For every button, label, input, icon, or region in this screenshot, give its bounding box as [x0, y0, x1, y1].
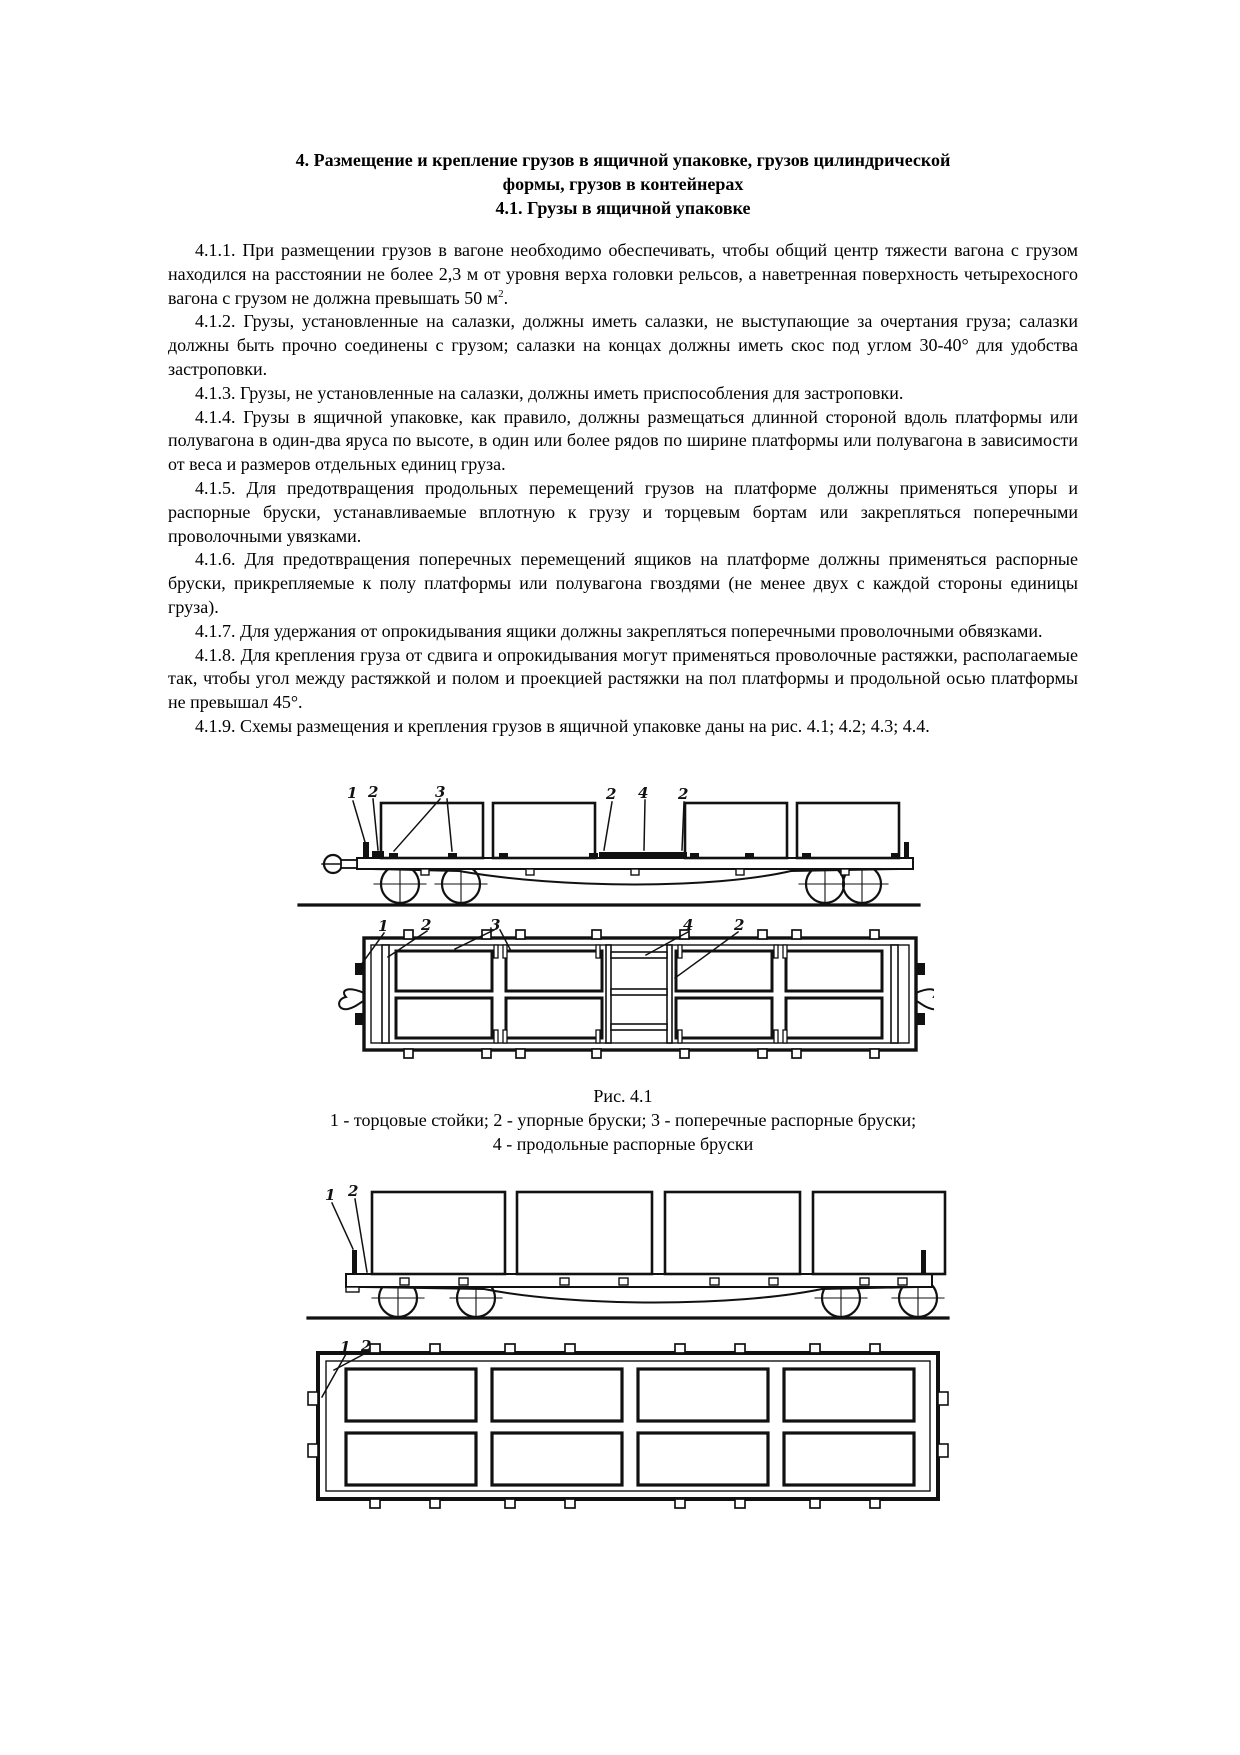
longitudinal-spacers [606, 945, 672, 1043]
heading-line-2: формы, грузов в контейнерах [502, 174, 744, 194]
underframe-curve [364, 1287, 916, 1303]
flatcar-deck [357, 858, 913, 869]
coupler-hook-right [916, 989, 934, 1009]
coupler-hook-left [339, 989, 364, 1009]
label-2: 2 [361, 1339, 372, 1355]
paragraph-4-1-3: 4.1.3. Грузы, не установленные на салазки, должны иметь приспособления для застроповки. [195, 382, 904, 403]
label-3: 3 [435, 784, 446, 801]
figure-number-labels [378, 918, 744, 935]
label-2c: 2 [678, 784, 689, 803]
cargo-boxes-plan [346, 1369, 914, 1485]
paragraph-4-1-6: 4.1.6. Для предотвращения поперечных перемещений ящиков на платформе должны применяться распорные бруски, прикрепляемые к полу платформы или полувагона гвоздями (не менее двух с каждой стороны единицы груза). [168, 549, 1078, 617]
flatcar-deck [346, 1274, 932, 1287]
label-1: 1 [378, 917, 389, 935]
label-2: 2 [421, 917, 432, 934]
figure-4-1-legend-2: 4 - продольные распорные бруски [492, 1133, 754, 1154]
figure-2-side-view-flatcar-drawing [270, 1182, 950, 1332]
figure-2-top-view-flatcar-drawing [300, 1340, 960, 1510]
label-2: 2 [348, 1181, 359, 1200]
cargo-boxes [372, 1192, 945, 1274]
label-2: 2 [368, 784, 379, 801]
figure-number-labels [325, 1182, 358, 1204]
end-bar-left [382, 945, 389, 1043]
paragraph-4-1-7: 4.1.7. Для удержания от опрокидывания ящики должны закрепляться поперечными проволочными обвязками. [195, 620, 1043, 641]
paragraph-4-1-1-text: 4.1.1. При размещении грузов в вагоне необходимо обеспечивать, чтобы общий центр тяжести вагона с грузом находился на расстоянии не более 2,3 м от уровня верха головки рельсов, а наветренная поверхность четырехосного вагона с грузом не должна превышать 50 м [168, 240, 1078, 308]
figures-area [168, 785, 1078, 1510]
paragraph-4-1-1 [168, 239, 1078, 310]
label-4: 4 [638, 784, 649, 802]
label-3: 3 [490, 917, 501, 934]
figure-4-1-side-view-flatcar-drawing [293, 785, 923, 913]
figure-4-1-legend-1: 1 - торцовые стойки; 2 - упорные бруски; 3 - поперечные распорные бруски; [329, 1109, 917, 1130]
deck-left-step [346, 1287, 359, 1292]
label-2b: 2 [606, 784, 617, 803]
coupler-left [322, 855, 357, 873]
superscript-2: 2 [498, 287, 504, 300]
section-heading [168, 148, 1078, 220]
paragraph-4-1-4: 4.1.4. Грузы в ящичной упаковке, как правило, должны размещаться длинной стороной вдоль платформы или полувагона в один-два яруса по высоте, в один или более рядов по ширине платформы или полувагона в зависимости от веса и размеров отдельных единиц груза. [168, 406, 1078, 475]
paragraph-4-1-8: 4.1.8. Для крепления груза от сдвига и опрокидывания могут применяться проволочные растяжки, располагаемые так, чтобы угол между растяжкой и полом и проекцией растяжки на пол платформы и продольной осью платформы не превышал 45°. [168, 644, 1078, 713]
end-bar-right [891, 945, 898, 1043]
heading-line-3: 4.1. Грузы в ящичной упаковке [495, 198, 751, 218]
paragraph-4-1-9: 4.1.9. Схемы размещения и крепления грузов в ящичной упаковке даны на рис. 4.1; 4.2; 4.3; 4.4. [195, 715, 930, 736]
paragraph-4-1-1-tail: . [503, 287, 509, 308]
leader-lines [332, 1199, 367, 1272]
figure-4-1-title: Рис. 4.1 [593, 1085, 653, 1106]
paragraph-4-1-2: 4.1.2. Грузы, установленные на салазки, должны иметь салазки, не выступающие за очертания груза; салазки должны быть прочно соединены с грузом; салазки на концах должны иметь скос под углом 30-40° для удобства застроповки. [168, 311, 1078, 379]
label-1: 1 [347, 784, 358, 802]
figure-4-1-caption [168, 1084, 1078, 1156]
cargo-boxes [381, 803, 899, 858]
label-1: 1 [340, 1339, 351, 1356]
label-4: 4 [683, 917, 694, 934]
label-1: 1 [325, 1185, 336, 1204]
figure-number-labels [347, 785, 688, 803]
heading-line-1: 4. Размещение и крепление грузов в ящичной упаковке, грузов цилиндрической [295, 150, 951, 170]
body-text [168, 239, 1078, 739]
paragraph-4-1-5: 4.1.5. Для предотвращения продольных перемещений грузов на платформе должны применяться упоры и распорные бруски, устанавливаемые вплотную к грузу и торцевым бортам или закрепляться поперечными проволочными увязками. [168, 477, 1078, 546]
label-2b: 2 [734, 917, 745, 934]
figure-4-1-top-view-flatcar-drawing [334, 918, 934, 1068]
